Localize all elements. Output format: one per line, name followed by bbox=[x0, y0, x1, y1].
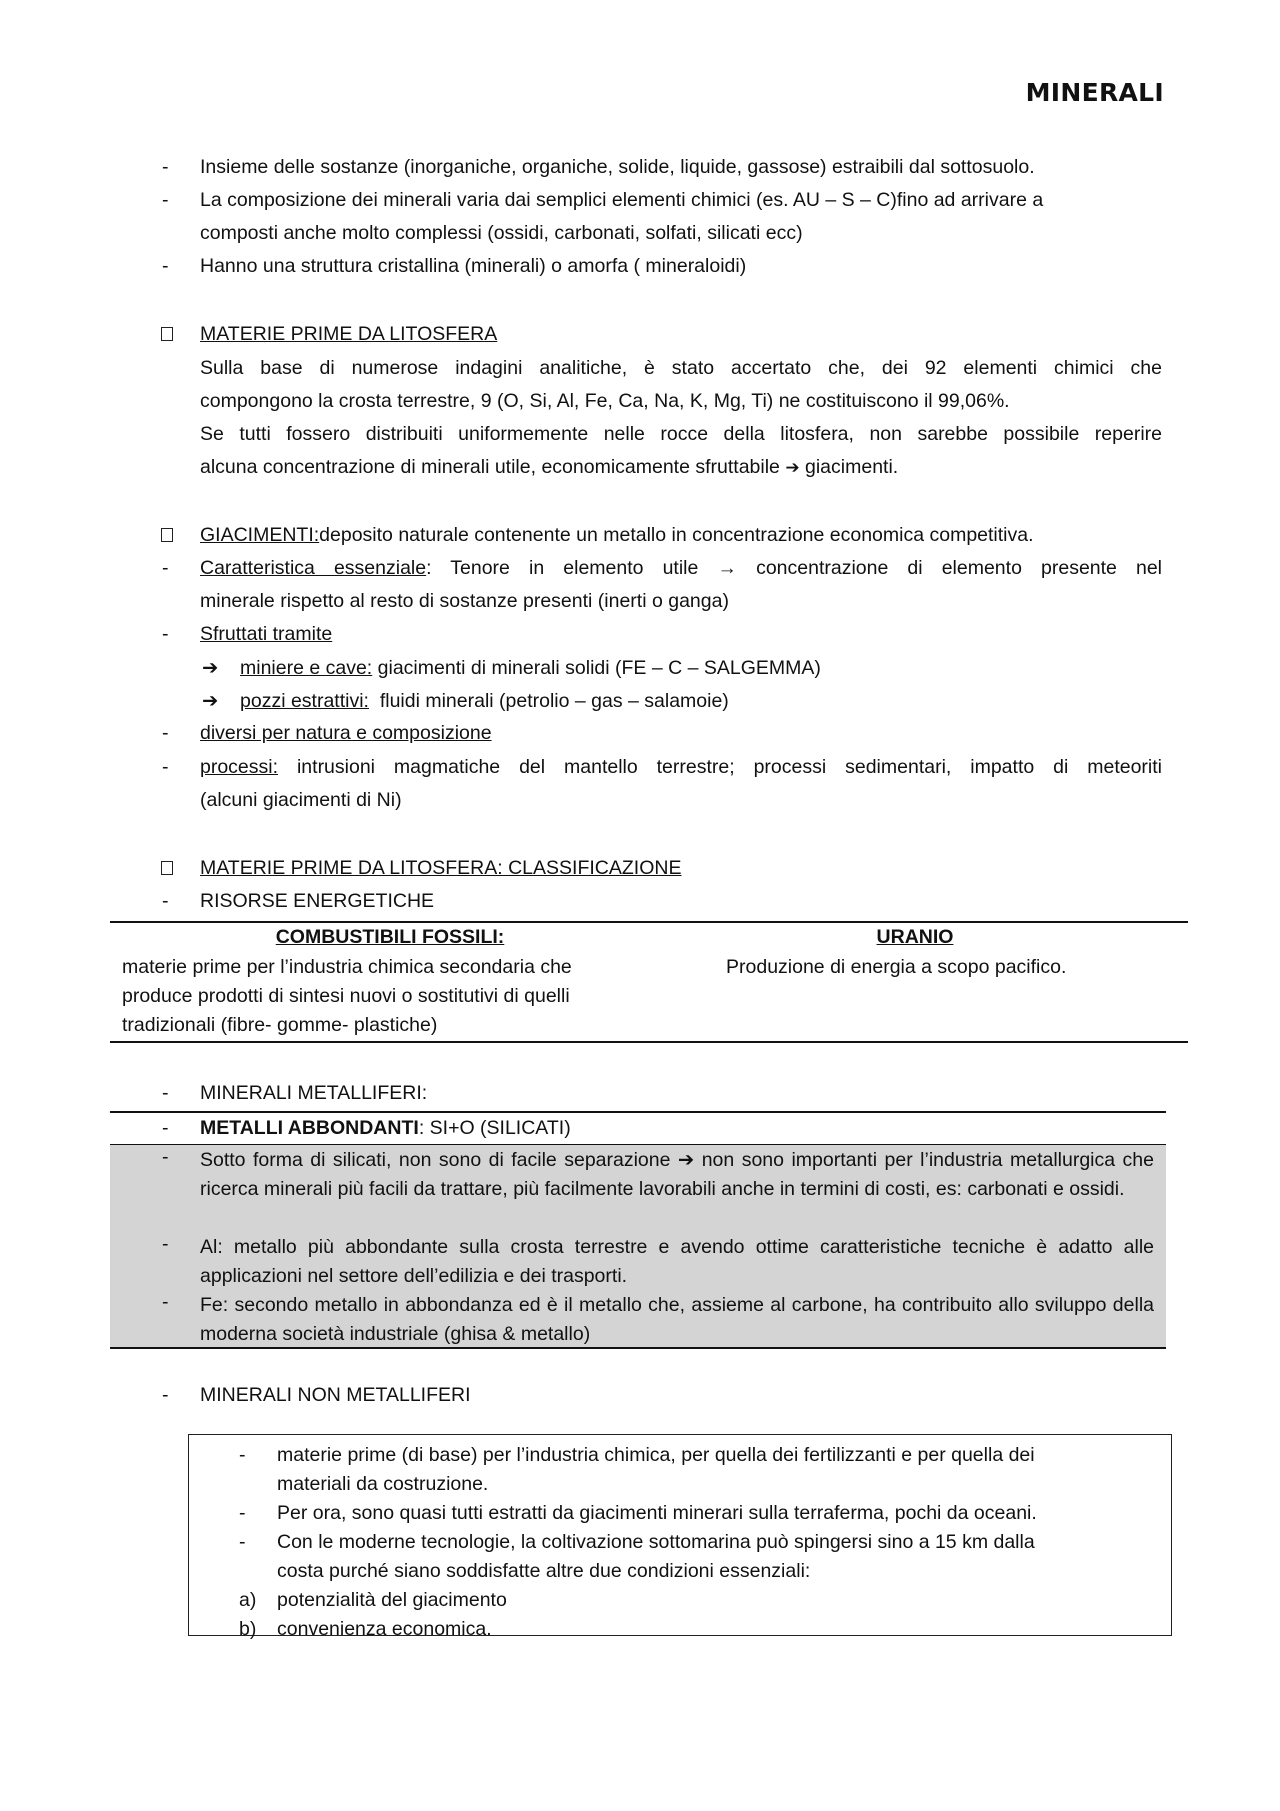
checkbox-icon bbox=[161, 861, 173, 875]
bullet-dash: - bbox=[162, 1117, 169, 1139]
bullet-dash: - bbox=[162, 1146, 169, 1168]
bullet-dash: - bbox=[162, 890, 169, 912]
arrow-right-icon: ➔ bbox=[202, 657, 219, 679]
table-bottom-rule bbox=[110, 1347, 1166, 1349]
table-header-combustibili: COMBUSTIBILI FOSSILI: bbox=[275, 926, 505, 948]
bullet-dash: - bbox=[162, 1082, 169, 1104]
list-item-text: Hanno una struttura cristallina (minerali) o amorfa ( mineraloidi) bbox=[200, 255, 747, 277]
table-cell: materie prime per l’industria chimica secondaria che produce prodotti di sintesi nuovi o sostitutivi di quelli tradizionali (fibre- gomme- plastiche) bbox=[122, 956, 572, 1036]
bullet-dash: - bbox=[162, 756, 169, 778]
table-cell: Produzione di energia a scopo pacifico. bbox=[726, 956, 1067, 978]
bullet-dash: - bbox=[162, 189, 169, 211]
list-item-text: Insieme delle sostanze (inorganiche, organiche, solide, liquide, gassose) estraibili dal sottosuolo. bbox=[200, 156, 1035, 178]
shaded-block: - Sotto forma di silicati, non sono di facile separazione ➔ non sono importanti per l’industria metallurgica che ricerca minerali più facili da trattare, più facilmente lavorabili anche in termini di costi, es: carbonati e ossidi. - Al: metallo più abbondante sulla crosta terrestre e avendo ottime caratteristiche tecniche è adatto alle applicazioni nel settore dell’edilizia e dei trasporti. - Fe: secondo metallo in abbondanza ed è il metallo che, assieme al carbone, ha contribuito allo sviluppo della moderna società industriale (ghisa & metallo) bbox=[110, 1145, 1166, 1347]
list-item-text: composti anche molto complessi (ossidi, carbonati, solfati, silicati ecc) bbox=[200, 222, 803, 244]
page-title: MINERALI bbox=[1025, 78, 1164, 107]
paragraph-text: Sulla base di numerose indagini analitiche, è stato accertato che, dei 92 elementi chimici che bbox=[200, 357, 1162, 379]
arrow-right-icon: ➔ bbox=[785, 458, 800, 477]
bullet-dash: - bbox=[162, 255, 169, 277]
section-heading: MATERIE PRIME DA LITOSFERA: CLASSIFICAZIONE bbox=[200, 857, 682, 879]
checkbox-icon bbox=[161, 528, 173, 542]
bullet-dash: - bbox=[162, 722, 169, 744]
bullet-dash: - bbox=[162, 1291, 169, 1313]
section-heading: GIACIMENTI: bbox=[200, 524, 320, 546]
bullet-dash: - bbox=[162, 623, 169, 645]
list-item-text: La composizione dei minerali varia dai semplici elementi chimici (es. AU – S – C)fino ad arrivare a bbox=[200, 189, 1044, 211]
bullet-dash: - bbox=[162, 1233, 169, 1255]
bullet-dash: - bbox=[162, 156, 169, 178]
paragraph-text: compongono la crosta terrestre, 9 (O, Si, Al, Fe, Ca, Na, K, Mg, Ti) ne costituiscono il 99,06%. bbox=[200, 390, 1010, 412]
table-header-uranio: URANIO bbox=[876, 926, 954, 948]
table-top-rule bbox=[110, 1111, 1166, 1113]
arrow-right-icon: → bbox=[717, 557, 737, 579]
checkbox-icon bbox=[161, 327, 173, 341]
document-page: MINERALI - Insieme delle sostanze (inorganiche, organiche, solide, liquide, gassose) estraibili dal sottosuolo. - La composizione dei minerali varia dai semplici elementi chimici (es. AU – S – C)fino ad arrivare a composti anche molto complessi (ossidi, carbonati, solfati, silicati ecc) - Hanno una struttura cristallina (minerali) o amorfa ( mineraloidi) MATERIE PRIME DA LITOSFERA Sulla base di numerose indagini analitiche, è stato accertato che, dei 92 elementi chimici che compongono la crosta terrestre, 9 (O, Si, Al, Fe, Ca, Na, K, Mg, Ti) ne costituiscono il 99,06%. Se tutti fossero distribuiti uniformemente nelle rocce della litosfera, non sarebbe possibile reperire alcuna concentrazione di minerali utile, economicamente sfruttabile ➔ giacimenti. GIACIMENTI:deposito naturale contenente un metallo in concentrazione economica competitiva. - Caratteristica essenziale: Tenore in elemento utile → concentrazione di elemento presente nel minerale rispetto al resto di sostanze presenti (inerti o ganga) - Sfruttati tramite ➔ miniere e cave: giacimenti di minerali solidi (FE – C – SALGEMMA) ➔ pozzi estrattivi: fluidi minerali (petrolio – gas – salamoie) - diversi per natura e composizione - processi: intrusioni magmatiche del mantello terrestre; processi sedimentari, impatto di meteoriti (alcuni giacimenti di Ni) MATERIE PRIME DA LITOSFERA: CLASSIFICAZIONE - RISORSE ENERGETICHE COMBUSTIBILI FOSSILI: URANIO materie prime per l’industria chimica secondaria che produce prodotti di sintesi nuovi o sostitutivi di quelli tradizionali (fibre- gomme- plastiche) Produzione di energia a scopo pacifico. - MINERALI METALLIFERI: - METALLI ABBONDANTI: SI+O (SILICATI) - Sotto forma di silicati, non sono di facile separazione ➔ non sono importanti per l’industria metallurgica che ricerca minerali più facili da trattare, più facilmente lavorabili anche in termini di costi, es: carbonati e ossidi. - Al: metallo più abbondante sulla crosta terrestre e avendo ottime caratteristiche tecniche è adatto alle applicazioni nel settore dell’edilizia e dei trasporti. - Fe: secondo metallo in abbondanza ed è il metallo che, assieme al carbone, ha contribuito allo sviluppo della moderna società industriale (ghisa & metallo) - MINERALI NON METALLIFERI - materie prime (di base) per l’industria chimica, per quella dei fertilizzanti e per quella dei materiali da costruzione. - Per ora, sono quasi tutti estratti da giacimenti minerari sulla terraferma, pochi da oceani. - Con le moderne tecnologie, la coltivazione sottomarina può spingersi sino a 15 km dalla costa purché siano soddisfatte altre due condizioni essenziali: a) potenzialità del giacimento b) convenienza economica. bbox=[0, 0, 1280, 1811]
section-heading: MATERIE PRIME DA LITOSFERA bbox=[200, 323, 498, 345]
bullet-dash: - bbox=[162, 557, 169, 579]
paragraph-text: alcuna concentrazione di minerali utile, economicamente sfruttabile ➔ giacimenti. bbox=[200, 456, 899, 478]
table-top-rule bbox=[110, 921, 1188, 923]
arrow-right-icon: ➔ bbox=[202, 690, 219, 712]
table-bottom-rule bbox=[110, 1041, 1188, 1043]
boxed-list: - materie prime (di base) per l’industria chimica, per quella dei fertilizzanti e per quella dei materiali da costruzione. - Per ora, sono quasi tutti estratti da giacimenti minerari sulla terraferma, pochi da oceani. - Con le moderne tecnologie, la coltivazione sottomarina può spingersi sino a 15 km dalla costa purché siano soddisfatte altre due condizioni essenziali: a) potenzialità del giacimento b) convenienza economica. bbox=[188, 1434, 1172, 1636]
bullet-dash: - bbox=[162, 1384, 169, 1406]
paragraph-text: Se tutti fossero distribuiti uniformemente nelle rocce della litosfera, non sarebbe possibile reperire bbox=[200, 423, 1162, 445]
